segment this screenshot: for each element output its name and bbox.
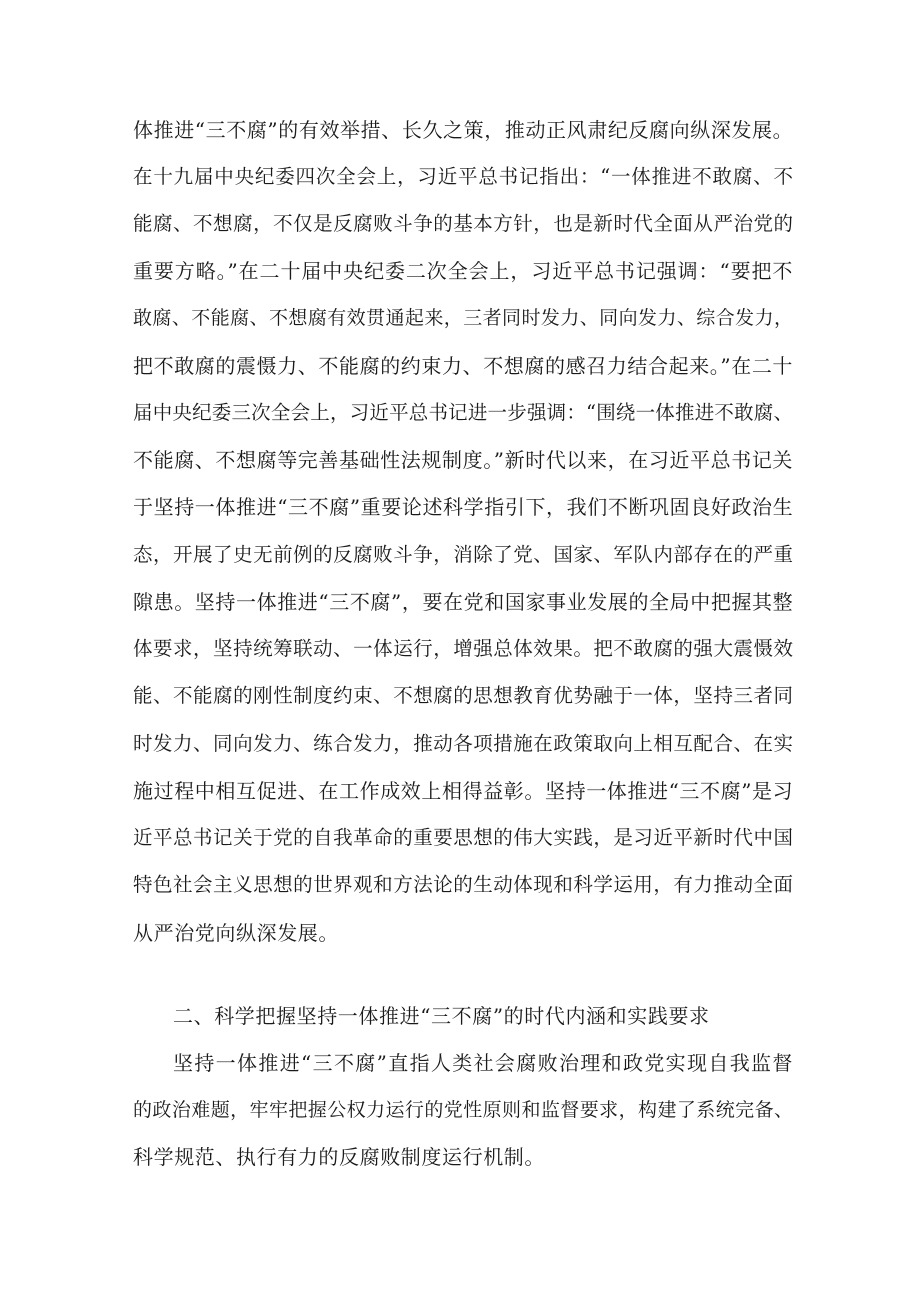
paragraph-line: 能、不能腐的刚性制度约束、不想腐的思想教育优势融于一体，坚持三者同 [133, 684, 793, 707]
paragraph-line: 科学规范、执行有力的反腐败制度运行机制。 [133, 1145, 545, 1169]
paragraph-line: 在十九届中央纪委四次全会上，习近平总书记指出：“一体推进不敢腐、不 [133, 165, 793, 188]
paragraph-line: 体推进“三不腐”的有效举措、长久之策，推动正风肃纪反腐向纵深发展。 [133, 118, 794, 142]
paragraph-line: 施过程中相互促进、在工作成效上相得益彰。坚持一体推进“三不腐”是习 [133, 779, 794, 803]
paragraph-line: 时发力、同向发力、练合发力，推动各项措施在政策取向上相互配合、在实 [133, 732, 793, 755]
paragraph-line: 不能腐、不想腐等完善基础性法规制度。”新时代以来，在习近平总书记关 [133, 448, 794, 472]
paragraph-line: 能腐、不想腐，不仅是反腐败斗争的基本方针，也是新时代全面从严治党的 [133, 212, 793, 235]
paragraph-line: 敢腐、不能腐、不想腐有效贯通起来，三者同时发力、同向发力、综合发力， [133, 307, 793, 329]
paragraph-line: 把不敢腐的震慑力、不能腐的约束力、不想腐的感召力结合起来。”在二十 [133, 354, 794, 378]
section-heading: 二、科学把握坚持一体推进“三不腐”的时代内涵和实践要求 [173, 1004, 710, 1028]
paragraph-line: 届中央纪委三次全会上，习近平总书记进一步强调：“围绕一体推进不敢腐、 [133, 401, 793, 424]
paragraph-line: 近平总书记关于党的自我革命的重要思想的伟大实践，是习近平新时代中国 [133, 826, 793, 849]
paragraph-line: 于坚持一体推进“三不腐”重要论述科学指引下，我们不断巩固良好政治生 [133, 495, 794, 519]
paragraph-line: 隙患。坚持一体推进“三不腐”，要在党和国家事业发展的全局中把握其整 [133, 590, 794, 614]
paragraph-line: 态，开展了史无前例的反腐败斗争，消除了党、国家、军队内部存在的严重 [133, 543, 793, 566]
paragraph-line: 体要求，坚持统筹联动、一体运行，增强总体效果。把不敢腐的强大震慑效 [133, 637, 793, 660]
paragraph-line: 的政治难题，牢牢把握公权力运行的党性原则和监督要求，构建了系统完备、 [133, 1099, 793, 1121]
paragraph-line: 从严治党向纵深发展。 [133, 921, 339, 945]
paragraph-line: 重要方略。”在二十届中央纪委二次全会上，习近平总书记强调：“要把不 [133, 259, 793, 283]
paragraph-line: 特色社会主义思想的世界观和方法论的生动体现和科学运用，有力推动全面 [133, 873, 793, 896]
paragraph-line: 坚持一体推进“三不腐”直指人类社会腐败治理和政党实现自我监督 [173, 1051, 793, 1075]
